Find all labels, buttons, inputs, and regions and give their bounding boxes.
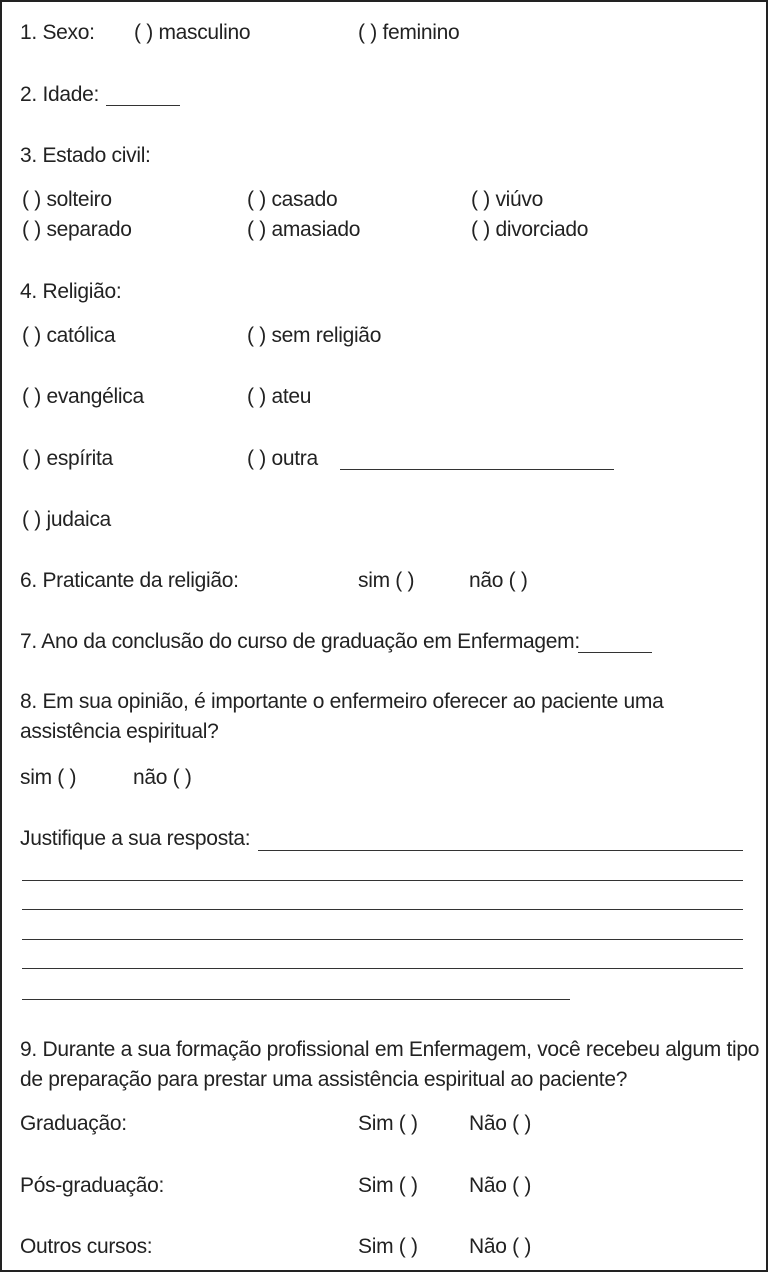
q3-option-separado[interactable]: ( ) separado — [22, 218, 132, 241]
q9-row-outros-cursos-sim[interactable]: Sim ( ) — [358, 1235, 418, 1258]
q9-row-outros-cursos-label: Outros cursos: — [20, 1235, 153, 1258]
q4-label: 4. Religião: — [20, 280, 122, 303]
q4-option-outra[interactable]: ( ) outra — [247, 447, 318, 470]
q8-justify-line-6[interactable] — [22, 999, 570, 1000]
q9-row-pos-graduacao-sim[interactable]: Sim ( ) — [358, 1174, 418, 1197]
q9-question-line2: de preparação para prestar uma assistência espiritual ao paciente? — [20, 1068, 628, 1091]
q8-justify-line-4[interactable] — [22, 939, 743, 940]
q8-justify-line-1[interactable] — [258, 850, 743, 851]
q4-outra-answer-line[interactable] — [340, 469, 614, 470]
q4-option-sem-religiao[interactable]: ( ) sem religião — [247, 324, 382, 347]
q7-answer-line[interactable] — [578, 652, 652, 653]
q4-option-evangelica[interactable]: ( ) evangélica — [22, 385, 144, 408]
q2-label: 2. Idade: — [20, 83, 100, 106]
q9-row-graduacao-sim[interactable]: Sim ( ) — [358, 1112, 418, 1135]
q8-option-nao[interactable]: não ( ) — [133, 766, 192, 789]
q8-justify-line-2[interactable] — [22, 880, 743, 881]
q9-row-pos-graduacao-nao[interactable]: Não ( ) — [469, 1174, 532, 1197]
q9-row-graduacao-nao[interactable]: Não ( ) — [469, 1112, 532, 1135]
q8-justify-line-3[interactable] — [22, 909, 743, 910]
q9-row-graduacao-label: Graduação: — [20, 1112, 127, 1135]
q1-option-masculino[interactable]: ( ) masculino — [134, 21, 251, 44]
q6-option-sim[interactable]: sim ( ) — [358, 569, 415, 592]
q3-option-viuvo[interactable]: ( ) viúvo — [471, 188, 543, 211]
q4-option-espirita[interactable]: ( ) espírita — [22, 447, 113, 470]
q7-label: 7. Ano da conclusão do curso de graduação em Enfermagem: — [20, 630, 580, 653]
q3-option-casado[interactable]: ( ) casado — [247, 188, 338, 211]
q9-row-outros-cursos-nao[interactable]: Não ( ) — [469, 1235, 532, 1258]
q8-justify-line-5[interactable] — [22, 968, 743, 969]
q3-option-divorciado[interactable]: ( ) divorciado — [471, 218, 589, 241]
q6-option-nao[interactable]: não ( ) — [469, 569, 528, 592]
q8-option-sim[interactable]: sim ( ) — [20, 766, 77, 789]
q3-option-solteiro[interactable]: ( ) solteiro — [22, 188, 112, 211]
q6-label: 6. Praticante da religião: — [20, 569, 239, 592]
q8-justify-label: Justifique a sua resposta: — [20, 827, 251, 850]
q1-label: 1. Sexo: — [20, 21, 95, 44]
q9-row-pos-graduacao-label: Pós-graduação: — [20, 1174, 165, 1197]
q2-answer-line[interactable] — [106, 105, 180, 106]
q4-option-judaica[interactable]: ( ) judaica — [22, 508, 111, 531]
q4-option-catolica[interactable]: ( ) católica — [22, 324, 116, 347]
q8-question-line2: assistência espiritual? — [20, 720, 219, 743]
q8-question-line1: 8. Em sua opinião, é importante o enfermeiro oferecer ao paciente uma — [20, 690, 664, 713]
q3-label: 3. Estado civil: — [20, 144, 151, 167]
q4-option-ateu[interactable]: ( ) ateu — [247, 385, 312, 408]
q1-option-feminino[interactable]: ( ) feminino — [358, 21, 460, 44]
q3-option-amasiado[interactable]: ( ) amasiado — [247, 218, 361, 241]
q9-question-line1: 9. Durante a sua formação profissional em Enfermagem, você recebeu algum tipo — [20, 1038, 760, 1061]
